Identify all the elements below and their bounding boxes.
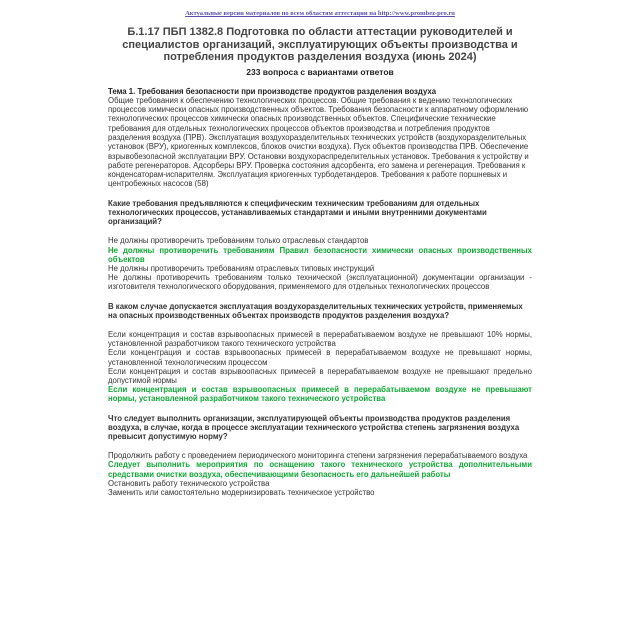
- answer-option: Если концентрация и состав взрывоопасных примесей в перерабатываемом воздухе не превышают нормы, установленной технологическим процессом: [108, 348, 532, 367]
- topic-section: [108, 87, 532, 189]
- answer-option: Продолжить работу с проведением периодического мониторинга степени загрязнения перерабатываемого воздуха: [108, 451, 528, 461]
- answer-list: [108, 330, 532, 404]
- document-subtitle: 233 вопроса с вариантами ответов: [246, 66, 394, 77]
- question-block-2: [108, 302, 532, 404]
- answer-option: Не должны противоречить требованиям отраслевых типовых инструкций: [108, 263, 375, 273]
- question-text: Какие требования предъявляются к специфическим техническим требованиям для отдельных технологических процессов, устанавливаемых стандартами и иными внутренними документами организаций?: [108, 198, 487, 227]
- topic-title: Тема 1. Требования безопасности при производстве продуктов разделения воздуха: [108, 86, 437, 96]
- answer-option: Если концентрация и состав взрывоопасных примесей в перерабатываемом воздухе не превышают предельно допустимой нормы: [108, 366, 532, 386]
- question-block-1: [108, 199, 532, 292]
- answer-option: Не должны противоречить требованиям только отраслевых стандартов: [108, 236, 369, 246]
- answer-option: Остановить работу технического устройства: [108, 478, 270, 488]
- document-title: Б.1.17 ПБП 1382.8 Подготовка по области аттестации руководителей и специалистов организаций, эксплуатирующих объекты производства и потребления продуктов разделения воздуха (июнь 2024): [122, 26, 518, 63]
- answer-option: Не должны противоречить требованиям только технической (эксплуатационной) документации организации - изготовителя технологического оборудования, применяемого для отдельных технологических процессов: [108, 273, 532, 292]
- correct-answer: Следует выполнить мероприятия по оснащению такого технического устройства дополнительными средствами очистки воздуха, обеспечивающими безопасность его дальнейшей работы: [108, 460, 532, 479]
- topic-description: Общие требования к обеспечению технологических процессов. Общие требования к ведению технологических процессов химически опасных производственных объектов. Требования безопасности к аппаратному оформлению технологических процессов химически опасных производственных объектов. Специфические технические требования для отдельных технологических процессов объектов производства и потребления продуктов разделения воздуха (ПРВ). Эксплуатация воздухоразделительных технических устройств (воздухоразделительных установок (ВРУ), криогенных комплексов, блоков очистки воздуха). Пуск объектов производства ПРВ. Обеспечение взрывобезопасной эксплуатации ВРУ. Остановки воздухораспределительных установок. Требования к устройству и работе регенераторов. Адсорберы ВРУ. Проверка состояния адсорбента, его замена и регенерация. Требования к конденсаторам-испарителям. Эксплуатация криогенных турбодетандеров. Требования к работе поршневых и центробежных насосов (58): [108, 95, 529, 189]
- question-text: Что следует выполнить организации, эксплуатирующей объекты производства продуктов разделения воздуха, в случае, когда в процессе эксплуатации технического устройства степень загрязнения воздуха превысит допустимую норму?: [108, 413, 520, 442]
- answer-list: [108, 451, 532, 497]
- question-block-3: [108, 414, 532, 498]
- prombez-link[interactable]: Актуальные версии материалов по всем областям аттестации на http://www.prombez-pro.ru: [185, 10, 455, 17]
- answer-option: Если концентрация и состав взрывоопасных примесей в перерабатываемом воздухе не превышают 10% нормы, установленной разработчиком такого технического устройства: [108, 330, 532, 349]
- correct-answer: Не должны противоречить требованиям Правил безопасности химически опасных производственных объектов: [108, 245, 532, 264]
- answer-option: Заменить или самостоятельно модернизировать техническое устройство: [108, 488, 375, 498]
- correct-answer: Если концентрация и состав взрывоопасных примесей в перерабатываемом воздухе не превышают нормы, установленной разработчиком такого технического устройства: [108, 385, 532, 404]
- question-text: В каком случае допускается эксплуатация воздухоразделительных технических устройств, применяемых на опасных производственных объектах производств продуктов разделения воздуха?: [108, 301, 523, 320]
- answer-list: [108, 236, 532, 291]
